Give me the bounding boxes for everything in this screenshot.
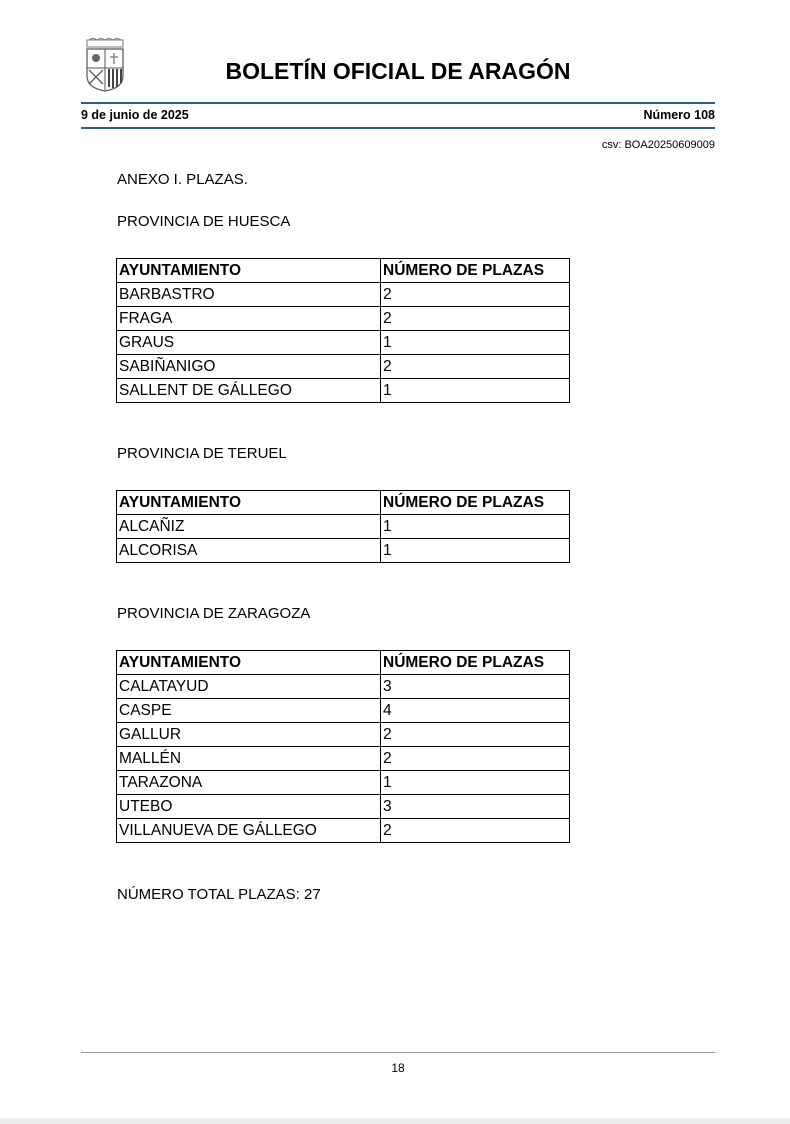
- municipality-cell: UTEBO: [117, 795, 381, 819]
- municipality-cell: CALATAYUD: [117, 675, 381, 699]
- table-row: [117, 819, 570, 843]
- municipality-cell: VILLANUEVA DE GÁLLEGO: [117, 819, 381, 843]
- table-row: [117, 331, 570, 355]
- municipality-cell: TARAZONA: [117, 771, 381, 795]
- plazas-cell: 3: [381, 675, 570, 699]
- municipality-cell: BARBASTRO: [117, 283, 381, 307]
- column-header: AYUNTAMIENTO: [117, 651, 381, 675]
- province-heading: PROVINCIA DE HUESCA: [117, 213, 291, 230]
- plazas-table: [116, 650, 570, 843]
- plazas-cell: 2: [381, 723, 570, 747]
- plazas-cell: 2: [381, 355, 570, 379]
- municipality-cell: ALCAÑIZ: [117, 515, 381, 539]
- table-row: [117, 355, 570, 379]
- table-header-row: [117, 651, 570, 675]
- table-row: [117, 795, 570, 819]
- csv-code: csv: BOA20250609009: [601, 139, 715, 151]
- table-row: [117, 675, 570, 699]
- plazas-cell: 1: [381, 379, 570, 403]
- plazas-cell: 2: [381, 819, 570, 843]
- column-header: NÚMERO DE PLAZAS: [381, 259, 570, 283]
- bulletin-title: BOLETÍN OFICIAL DE ARAGÓN: [225, 58, 571, 84]
- column-header: AYUNTAMIENTO: [117, 491, 381, 515]
- table-row: [117, 723, 570, 747]
- table-row: [117, 379, 570, 403]
- municipality-cell: SALLENT DE GÁLLEGO: [117, 379, 381, 403]
- plazas-cell: 4: [381, 699, 570, 723]
- plazas-table: [116, 258, 570, 403]
- province-heading: PROVINCIA DE ZARAGOZA: [117, 605, 311, 622]
- table-row: [117, 539, 570, 563]
- header-rule-bottom: [81, 127, 715, 129]
- issue-date: 9 de junio de 2025: [81, 108, 189, 122]
- total-plazas: NÚMERO TOTAL PLAZAS: 27: [117, 886, 321, 903]
- page-bottom-edge: [0, 1118, 790, 1124]
- column-header: NÚMERO DE PLAZAS: [381, 651, 570, 675]
- plazas-cell: 1: [381, 539, 570, 563]
- table-row: [117, 747, 570, 771]
- table-header-row: [117, 259, 570, 283]
- table-header-row: [117, 491, 570, 515]
- municipality-cell: FRAGA: [117, 307, 381, 331]
- plazas-cell: 2: [381, 747, 570, 771]
- plazas-cell: 2: [381, 283, 570, 307]
- issue-number: Número 108: [643, 108, 715, 122]
- municipality-cell: GRAUS: [117, 331, 381, 355]
- table-row: [117, 307, 570, 331]
- annex-heading: ANEXO I. PLAZAS.: [117, 171, 248, 188]
- municipality-cell: MALLÉN: [117, 747, 381, 771]
- municipality-cell: SABIÑANIGO: [117, 355, 381, 379]
- municipality-cell: GALLUR: [117, 723, 381, 747]
- province-heading: PROVINCIA DE TERUEL: [117, 445, 287, 462]
- footer-rule: [81, 1052, 715, 1053]
- table-row: [117, 771, 570, 795]
- plazas-cell: 1: [381, 331, 570, 355]
- table-row: [117, 699, 570, 723]
- plazas-cell: 3: [381, 795, 570, 819]
- header-rule-top: [81, 102, 715, 104]
- municipality-cell: CASPE: [117, 699, 381, 723]
- municipality-cell: ALCORISA: [117, 539, 381, 563]
- table-row: [117, 515, 570, 539]
- plazas-cell: 2: [381, 307, 570, 331]
- plazas-table: [116, 490, 570, 563]
- column-header: NÚMERO DE PLAZAS: [381, 491, 570, 515]
- column-header: AYUNTAMIENTO: [117, 259, 381, 283]
- plazas-cell: 1: [381, 771, 570, 795]
- table-row: [117, 283, 570, 307]
- plazas-cell: 1: [381, 515, 570, 539]
- page-number: 18: [391, 1061, 405, 1075]
